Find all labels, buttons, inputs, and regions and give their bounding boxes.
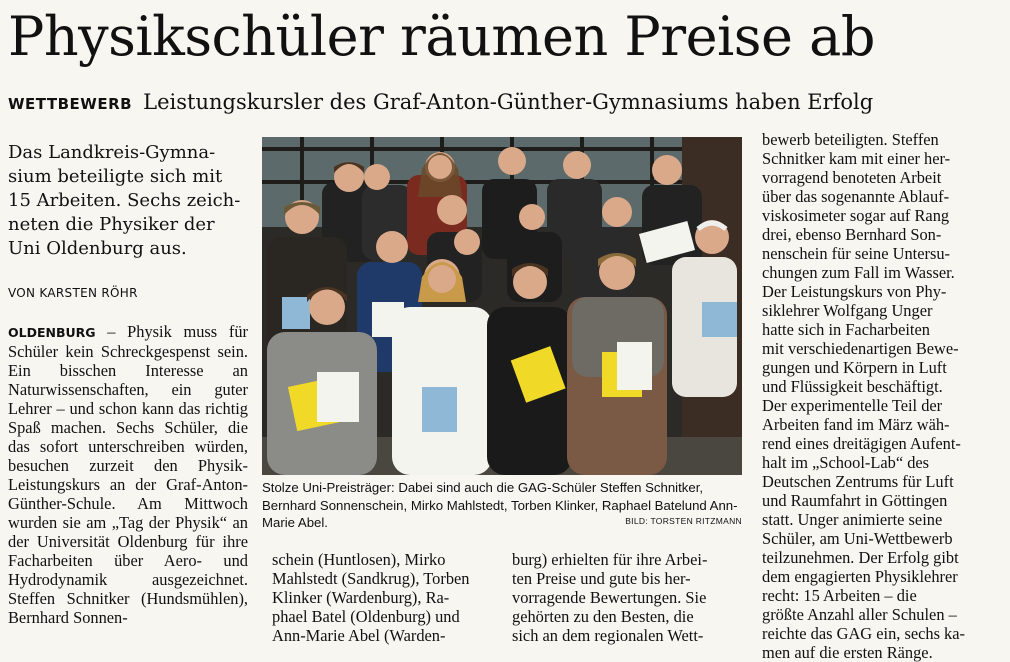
group-photo-image (262, 137, 742, 475)
subheadline: Leistungskursler des Graf-Anton-Günther-Gymnasiums haben Erfolg (143, 90, 874, 114)
column-4: bewerb beteiligten. Steffen Schnitker kam mit einer her- vorragend benoteten Arbeit über das sogenannte Ablauf- viskosimeter sogar auf Rang drei, ebenso Bernhard Son- nenschein für seine Untersu- chungen zum Fall im Wasser. Der Leistungskurs von Phy- siklehrer Wolfgang Unger hatte sich in Facharbeiten mit verschiedenartigen Bewe- gungen und Körpern in Luft und Flüssigkeit beschäftigt. Der experimentelle Teil der Arbeiten fand im März wäh- rend eines dreitägigen Aufent- halt im „School-Lab“ des Deutschen Zentrums für Luft und Raumfahrt in Göttingen statt. Unger animierte seine Schüler, am Uni-Wettbewerb teilzunehmen. Der Erfolg gibt dem engagierten Physiklehrer recht: 15 Arbeiten – die größte Anzahl aller Schulen – reichte das GAG ein, sechs ka- men auf die ersten Ränge. (762, 130, 965, 662)
column-3: burg) erhielten für ihre Arbei- ten Preise und gute bis her- vorragende Bewertungen. Sie gehörten zu den Besten, die sich an dem regionalen Wett- (512, 550, 708, 645)
subheadline-row (8, 90, 1004, 114)
photo-credit: BILD: TORSTEN RITZMANN (625, 516, 742, 526)
kicker-label: WETTBEWERB (8, 95, 133, 113)
column-1 (8, 322, 248, 627)
photo-caption: Stolze Uni-Preisträger: Dabei sind auch die GAG-Schüler Steffen Schnitker, Bernhard Sonnenschein, Mirko Mahlstedt, Torben Klinker, Raphael Batelund Ann-Marie Abel. (262, 480, 738, 531)
group-photo (262, 137, 742, 475)
headline: Physikschüler räumen Preise ab (8, 5, 875, 68)
column-2: schein (Huntlosen), Mirko Mahlstedt (Sandkrug), Torben Klinker (Wardenburg), Ra- phael Batel (Oldenburg) und Ann-Marie Abel (Warden- (272, 550, 470, 645)
dateline: OLDENBURG (8, 325, 96, 340)
column-1-text: – Physik muss für Schüler kein Schreckgespenst sein. Ein bisschen Interesse an Naturwissenschaften, ein guter Lehrer – und schon kann das richtig Spaß machen. Sechs Schüler, die das sofort unterschreiben würden, besuchen zurzeit den Physik-Leistungskurs an der Graf-Anton-Günther-Schule. Am Mittwoch wurden sie am „Tag der Physik“ an der Universität Oldenburg für ihre Facharbeiten über Aero- und Hydrodynamik ausgezeichnet. Steffen Schnitker (Hundsmühlen), Bernhard Sonnen- (8, 322, 248, 627)
intro-text: Das Landkreis-Gymna- sium beteiligte sich mit 15 Arbeiten. Sechs zeich- neten die Physiker der Uni Oldenburg aus. (8, 142, 241, 259)
byline: VON KARSTEN RÖHR (8, 286, 138, 300)
